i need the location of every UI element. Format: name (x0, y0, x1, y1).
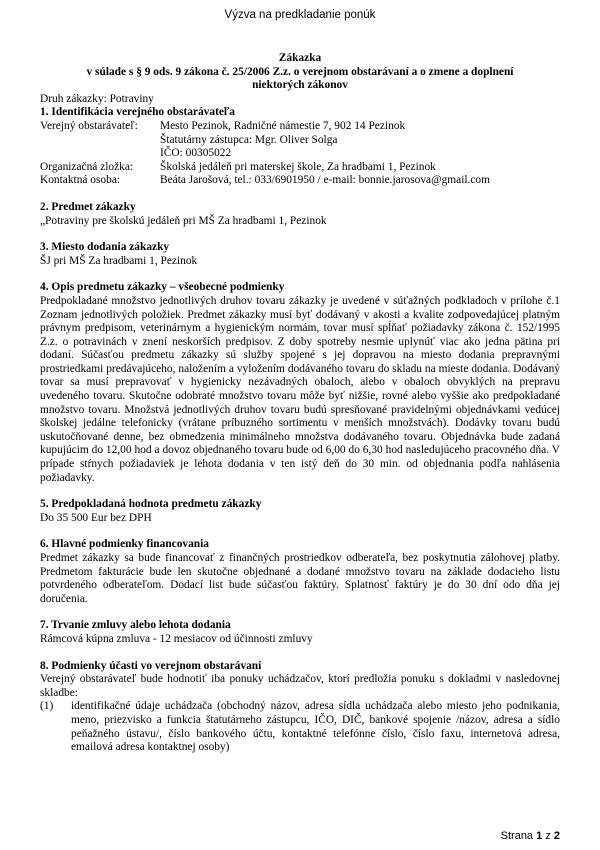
section-8-heading: 8. Podmienky účasti vo verejnom obstarávaní (40, 659, 262, 672)
section-6-text: Predmet zákazky sa bude financovať z finančných prostriedkov odberateľa, bez poskytnutia zálohovej platby. Predmetom fakturácie bude len skutočne objednané a dodané množstvo tovaru na základe dodacieho listu potvrdeného odberateľom. Dodací list bude súčasťou faktúry. Splatnosť faktúry je do 30 dní odo dňa jej doručenia. (40, 552, 560, 605)
section-5-text: Do 35 500 Eur bez DPH (40, 511, 152, 524)
info-value: Štatutárny zástupca: Mgr. Oliver Solga (160, 133, 338, 146)
info-label: Kontaktná osoba: (40, 174, 121, 187)
document-body (40, 52, 560, 755)
info-label: Verejný obstarávateľ: (40, 119, 138, 132)
section-6-heading: 6. Hlavné podmienky financovania (40, 538, 209, 551)
document-subtitle: v súlade s § 9 ods. 9 zákona č. 25/2006 Z.z. o verejnom obstarávaní a o zmene a doplnení niektorých zákonov (86, 65, 514, 92)
page-separator: z (545, 830, 551, 842)
document-title: Zákazka (278, 52, 322, 64)
section-8-text: Verejný obstarávateľ bude hodnotiť iba ponuky uchádzačov, ktorí predložia ponuku s dokladmi v nasledovnej skladbe: (40, 673, 560, 699)
page-number: 1 (536, 830, 543, 842)
info-value: Mesto Pezinok, Radničné námestie 7, 902 14 Pezinok (160, 119, 406, 132)
info-row (40, 161, 560, 175)
section-1-heading: 1. Identifikácia verejného obstarávateľa (40, 106, 235, 119)
info-label: Organizačná zložka: (40, 160, 134, 173)
info-value: IČO: 00305022 (160, 147, 232, 160)
section-3-text: ŠJ pri MŠ Za hradbami 1, Pezinok (40, 254, 198, 267)
list-item-number: (1) (40, 700, 54, 713)
section-7-text: Rámcová kúpna zmluva - 12 mesiacov od účinnosti zmluvy (40, 632, 313, 645)
info-row (40, 174, 560, 188)
section-2-text: „Potraviny pre školskú jedáleň pri MŠ Za hradbami 1, Pezinok (40, 214, 327, 227)
info-value: Beáta Jarošová, tel.: 033/6901950 / e-mail: bonnie.jarosova@gmail.com (160, 174, 490, 187)
page-label: Strana (500, 830, 534, 842)
info-row (40, 120, 560, 134)
info-row (40, 147, 560, 161)
list-item (40, 700, 560, 754)
list-item-text: identifikačné údaje uchádzača (obchodný názov, adresa sídla uchádzača alebo miesto jeho podnikania, meno, priezvisko a funkcia štatutárneho zástupcu, IČO, DIČ, bankové spojenie /názov, adresa a sídlo peňažného ústavu/, číslo bankového účtu, kontaktné telefónne číslo, číslo faxu, internetová adresa, emailová adresa kontaktnej osoby) (71, 700, 560, 754)
info-label (40, 147, 160, 161)
contract-type: Druh zákazky: Potraviny (40, 92, 154, 105)
section-2-heading: 2. Predmet zákazky (40, 200, 136, 213)
page-total: 2 (553, 830, 560, 842)
info-value: Školská jedáleň pri materskej škole, Za hradbami 1, Pezinok (160, 160, 436, 173)
page-header: Výzva na predkladanie ponúk (224, 9, 376, 21)
info-row (40, 134, 560, 148)
page-footer (501, 830, 560, 842)
section-7-heading: 7. Trvanie zmluvy alebo lehota dodania (40, 619, 231, 632)
section-5-heading: 5. Predpokladaná hodnota predmetu zákazky (40, 498, 262, 511)
section-3-heading: 3. Miesto dodania zákazky (40, 241, 170, 254)
section-4-text: Predpokladané množstvo jednotlivých druhov tovaru zákazky je uvedené v súťažných podkladoch v prílohe č.1 Zoznam jednotlivých položiek. Predmet zákazky musí byť dodávaný v akosti a kvalite zodpovedajúcej platným právnym predpisom, veterinárnym a hygienickým normám, tovar musí spĺňať požiadavky zákona č. 152/1995 Z.z. o potravinách v znení neskorších predpisov. Z doby spotreby nesmie uplynúť viac ako jedna pätina pri dodaní. Súčasťou predmetu zákazky sú služby spojené s jej dopravou na miesto dodania prepravnými prostriedkami predávajúceho, naložením a vyložením dodávaného tovaru do skladu na mieste dodania. Dodávaný tovar sa musí prepravovať v hygienicky nezávadných obaloch, alebo v obaloch obvyklých na prepravu uvedeného tovaru. Skutočne odobraté množstvo tovaru môže byť nižšie, rovné alebo vyššie ako predpokladané množstvo tovaru. Množstvá jednotlivých druhov tovaru budú spresňované pravidelnými objednávkami vedúcej školskej jedálne telefonicky (vrátane príbuzného sortimentu v menších množstvách). Dodávky tovaru budú uskutočňované denne, bez obmedzenia minimálneho množstva dodávaného tovaru. Objednávka bude zadaná kupujúcim do 12,00 hod a dovoz objednaného tovaru bude od 6,00 do 6,30 hod nasledujúceho pracovného dňa. V prípade stŕnych požiadaviek je lehota dodania v ten istý deň do 30 min. od objednania podľa nahlásenia požiadavky. (40, 294, 560, 484)
info-label (40, 134, 160, 148)
section-4-heading: 4. Opis predmetu zákazky – všeobecné podmienky (40, 281, 285, 294)
